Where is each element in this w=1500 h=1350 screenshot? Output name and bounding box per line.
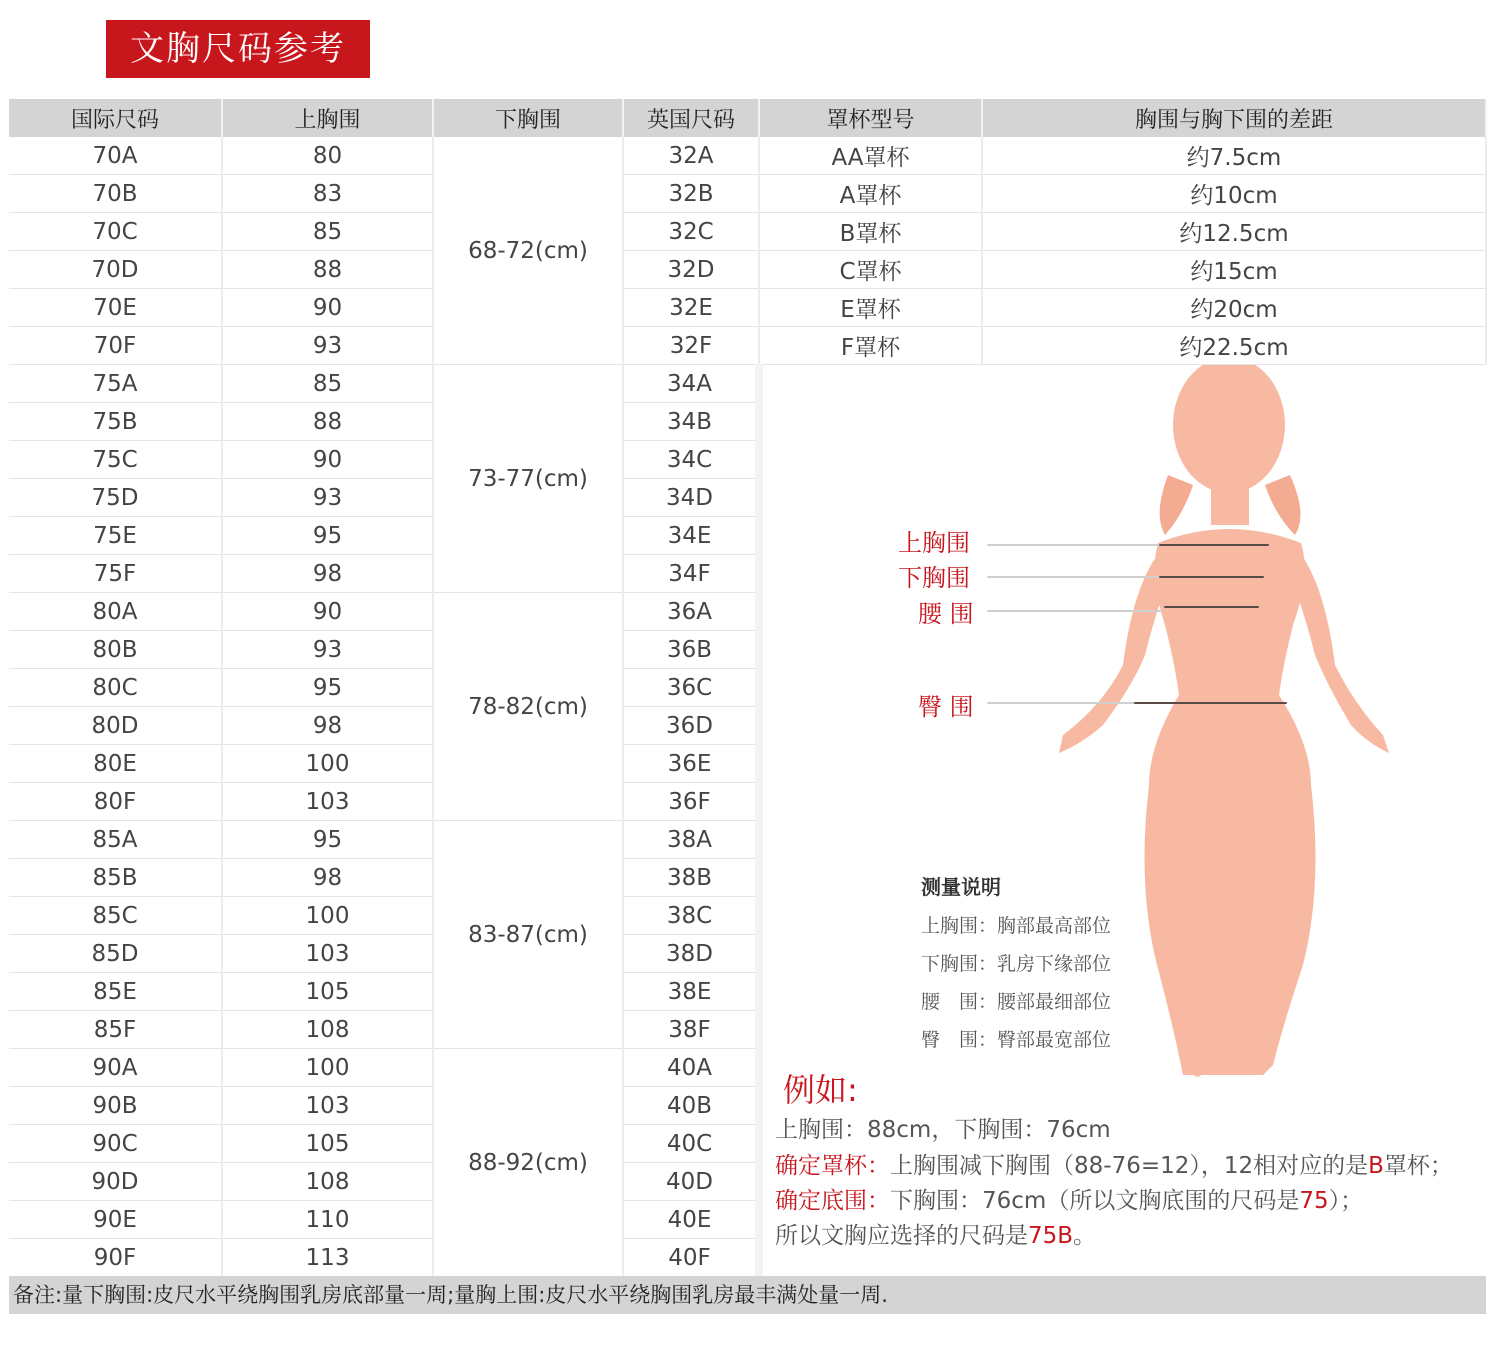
intl-size-cell: 75E: [9, 517, 222, 555]
upper-bust-cell: 110: [222, 1201, 433, 1239]
upper-bust-cell: 93: [222, 479, 433, 517]
explain-line: 腰 围：腰部最细部位: [921, 991, 1112, 1013]
example-heading: 例如:: [783, 1071, 858, 1109]
uk-size-cell: 34B: [623, 403, 759, 441]
uk-size-cell: 36E: [623, 745, 759, 783]
uk-size-cell: 36D: [623, 707, 759, 745]
upper-bust-label: 上胸围: [898, 529, 970, 557]
uk-size-cell: 38E: [623, 973, 759, 1011]
under-bust-label: 下胸围: [898, 564, 970, 592]
intl-size-cell: 70D: [9, 251, 222, 289]
example-highlight: B: [1368, 1153, 1384, 1179]
difference-cell: 约10cm: [982, 175, 1486, 213]
page-title: 文胸尺码参考: [106, 20, 370, 78]
difference-cell: 约12.5cm: [982, 213, 1486, 251]
intl-size-cell: 80D: [9, 707, 222, 745]
upper-bust-cell: 95: [222, 669, 433, 707]
intl-size-cell: 80B: [9, 631, 222, 669]
uk-size-cell: 40C: [623, 1125, 759, 1163]
uk-size-cell: 40E: [623, 1201, 759, 1239]
cup-type-cell: AA罩杯: [759, 137, 982, 175]
under-bust-range-cell: 88-92(cm): [433, 1049, 623, 1277]
upper-bust-cell: 95: [222, 821, 433, 859]
col-header-difference: 胸围与胸下围的差距: [982, 99, 1486, 137]
intl-size-cell: 90E: [9, 1201, 222, 1239]
uk-size-cell: 32D: [623, 251, 759, 289]
difference-cell: 约15cm: [982, 251, 1486, 289]
uk-size-cell: 38C: [623, 897, 759, 935]
intl-size-cell: 85C: [9, 897, 222, 935]
under-bust-range-cell: 73-77(cm): [433, 365, 623, 593]
table-row: [9, 213, 1486, 251]
upper-bust-cell: 98: [222, 555, 433, 593]
intl-size-cell: 90B: [9, 1087, 222, 1125]
example-text: 。: [1073, 1223, 1097, 1249]
uk-size-cell: 32E: [623, 289, 759, 327]
upper-bust-cell: 103: [222, 1087, 433, 1125]
uk-size-cell: 34D: [623, 479, 759, 517]
uk-size-cell: 36F: [623, 783, 759, 821]
cup-type-cell: B罩杯: [759, 213, 982, 251]
table-row: [9, 137, 1486, 175]
example-line-4: [775, 1217, 1096, 1250]
uk-size-cell: 32B: [623, 175, 759, 213]
figure-panel: [759, 365, 1486, 1277]
table-row: [9, 251, 1486, 289]
intl-size-cell: 90F: [9, 1239, 222, 1277]
intl-size-cell: 80E: [9, 745, 222, 783]
uk-size-cell: 40B: [623, 1087, 759, 1125]
intl-size-cell: 80F: [9, 783, 222, 821]
upper-bust-cell: 83: [222, 175, 433, 213]
size-table: [9, 99, 1487, 1277]
intl-size-cell: 75D: [9, 479, 222, 517]
uk-size-cell: 40F: [623, 1239, 759, 1277]
cup-type-cell: F罩杯: [759, 327, 982, 365]
upper-bust-cell: 88: [222, 403, 433, 441]
upper-bust-cell: 93: [222, 327, 433, 365]
difference-cell: 约7.5cm: [982, 137, 1486, 175]
upper-bust-cell: 85: [222, 213, 433, 251]
cup-type-cell: E罩杯: [759, 289, 982, 327]
example-highlight: 75: [1299, 1188, 1329, 1214]
upper-bust-cell: 80: [222, 137, 433, 175]
uk-size-cell: 36C: [623, 669, 759, 707]
cup-type-cell: A罩杯: [759, 175, 982, 213]
upper-bust-cell: 100: [222, 897, 433, 935]
uk-size-cell: 36A: [623, 593, 759, 631]
under-bust-range-cell: 68-72(cm): [433, 137, 623, 365]
upper-bust-cell: 105: [222, 973, 433, 1011]
example-highlight: 75B: [1028, 1223, 1074, 1249]
intl-size-cell: 85D: [9, 935, 222, 973]
intl-size-cell: 70B: [9, 175, 222, 213]
intl-size-cell: 85B: [9, 859, 222, 897]
intl-size-cell: 90A: [9, 1049, 222, 1087]
intl-size-cell: 85A: [9, 821, 222, 859]
upper-bust-cell: 108: [222, 1163, 433, 1201]
cup-type-cell: C罩杯: [759, 251, 982, 289]
intl-size-cell: 75C: [9, 441, 222, 479]
upper-bust-cell: 90: [222, 289, 433, 327]
explain-line: 臀 围：臀部最宽部位: [921, 1029, 1112, 1051]
explain-line: 下胸围：乳房下缘部位: [921, 953, 1112, 975]
intl-size-cell: 75B: [9, 403, 222, 441]
intl-size-cell: 80A: [9, 593, 222, 631]
hip-label: 臀 围: [918, 693, 974, 721]
uk-size-cell: 40A: [623, 1049, 759, 1087]
upper-bust-cell: 103: [222, 935, 433, 973]
uk-size-cell: 36B: [623, 631, 759, 669]
col-header-cup-type: 罩杯型号: [759, 99, 982, 137]
upper-bust-cell: 103: [222, 783, 433, 821]
col-header-uk-size: 英国尺码: [623, 99, 759, 137]
uk-size-cell: 38A: [623, 821, 759, 859]
uk-size-cell: 34A: [623, 365, 759, 403]
upper-bust-cell: 98: [222, 859, 433, 897]
intl-size-cell: 70C: [9, 213, 222, 251]
explain-line: 上胸围：胸部最高部位: [921, 915, 1112, 937]
intl-size-cell: 70A: [9, 137, 222, 175]
example-text: 罩杯；: [1383, 1153, 1453, 1179]
uk-size-cell: 34C: [623, 441, 759, 479]
upper-bust-cell: 90: [222, 441, 433, 479]
example-line-3: [775, 1182, 1363, 1215]
upper-bust-cell: 85: [222, 365, 433, 403]
footer-note: 备注:量下胸围:皮尺水平绕胸围乳房底部量一周;量胸上围:皮尺水平绕胸围乳房最丰满处量一周.: [9, 1276, 1486, 1314]
under-bust-range-cell: 78-82(cm): [433, 593, 623, 821]
upper-bust-cell: 95: [222, 517, 433, 555]
table-row: [9, 289, 1486, 327]
upper-bust-cell: 98: [222, 707, 433, 745]
table-row: [9, 175, 1486, 213]
example-line-2: [775, 1147, 1453, 1180]
example-line-1: 上胸围：88cm，下胸围：76cm: [775, 1117, 1111, 1143]
uk-size-cell: 40D: [623, 1163, 759, 1201]
uk-size-cell: 34F: [623, 555, 759, 593]
upper-bust-cell: 93: [222, 631, 433, 669]
uk-size-cell: 38B: [623, 859, 759, 897]
intl-size-cell: 70F: [9, 327, 222, 365]
col-header-intl-size: 国际尺码: [9, 99, 222, 137]
table-row: [9, 327, 1486, 365]
example-text: 所以文胸应选择的尺码是: [775, 1223, 1028, 1249]
difference-cell: 约20cm: [982, 289, 1486, 327]
upper-bust-cell: 88: [222, 251, 433, 289]
uk-size-cell: 34E: [623, 517, 759, 555]
col-header-upper-bust: 上胸围: [222, 99, 433, 137]
upper-bust-cell: 108: [222, 1011, 433, 1049]
intl-size-cell: 70E: [9, 289, 222, 327]
intl-size-cell: 85F: [9, 1011, 222, 1049]
example-text: ）；: [1328, 1188, 1364, 1214]
col-header-under-bust: 下胸围: [433, 99, 623, 137]
upper-bust-cell: 100: [222, 745, 433, 783]
table-header-row: [9, 99, 1486, 137]
intl-size-cell: 75F: [9, 555, 222, 593]
uk-size-cell: 32F: [623, 327, 759, 365]
difference-cell: 约22.5cm: [982, 327, 1486, 365]
intl-size-cell: 90C: [9, 1125, 222, 1163]
uk-size-cell: 32C: [623, 213, 759, 251]
uk-size-cell: 38D: [623, 935, 759, 973]
waist-label: 腰 围: [918, 600, 974, 628]
upper-bust-cell: 105: [222, 1125, 433, 1163]
example-label: 确定底围：: [775, 1188, 890, 1214]
intl-size-cell: 90D: [9, 1163, 222, 1201]
example-label: 确定罩杯：: [775, 1153, 890, 1179]
uk-size-cell: 32A: [623, 137, 759, 175]
example-text: 上胸围减下胸围（88-76=12），12相对应的是: [890, 1153, 1369, 1179]
upper-bust-cell: 100: [222, 1049, 433, 1087]
intl-size-cell: 80C: [9, 669, 222, 707]
uk-size-cell: 38F: [623, 1011, 759, 1049]
example-text: 下胸围：76cm（所以文胸底围的尺码是: [890, 1188, 1300, 1214]
table-row: [9, 365, 1486, 403]
intl-size-cell: 75A: [9, 365, 222, 403]
measure-explain-title: 测量说明: [921, 875, 1001, 899]
intl-size-cell: 85E: [9, 973, 222, 1011]
upper-bust-cell: 90: [222, 593, 433, 631]
upper-bust-cell: 113: [222, 1239, 433, 1277]
under-bust-range-cell: 83-87(cm): [433, 821, 623, 1049]
